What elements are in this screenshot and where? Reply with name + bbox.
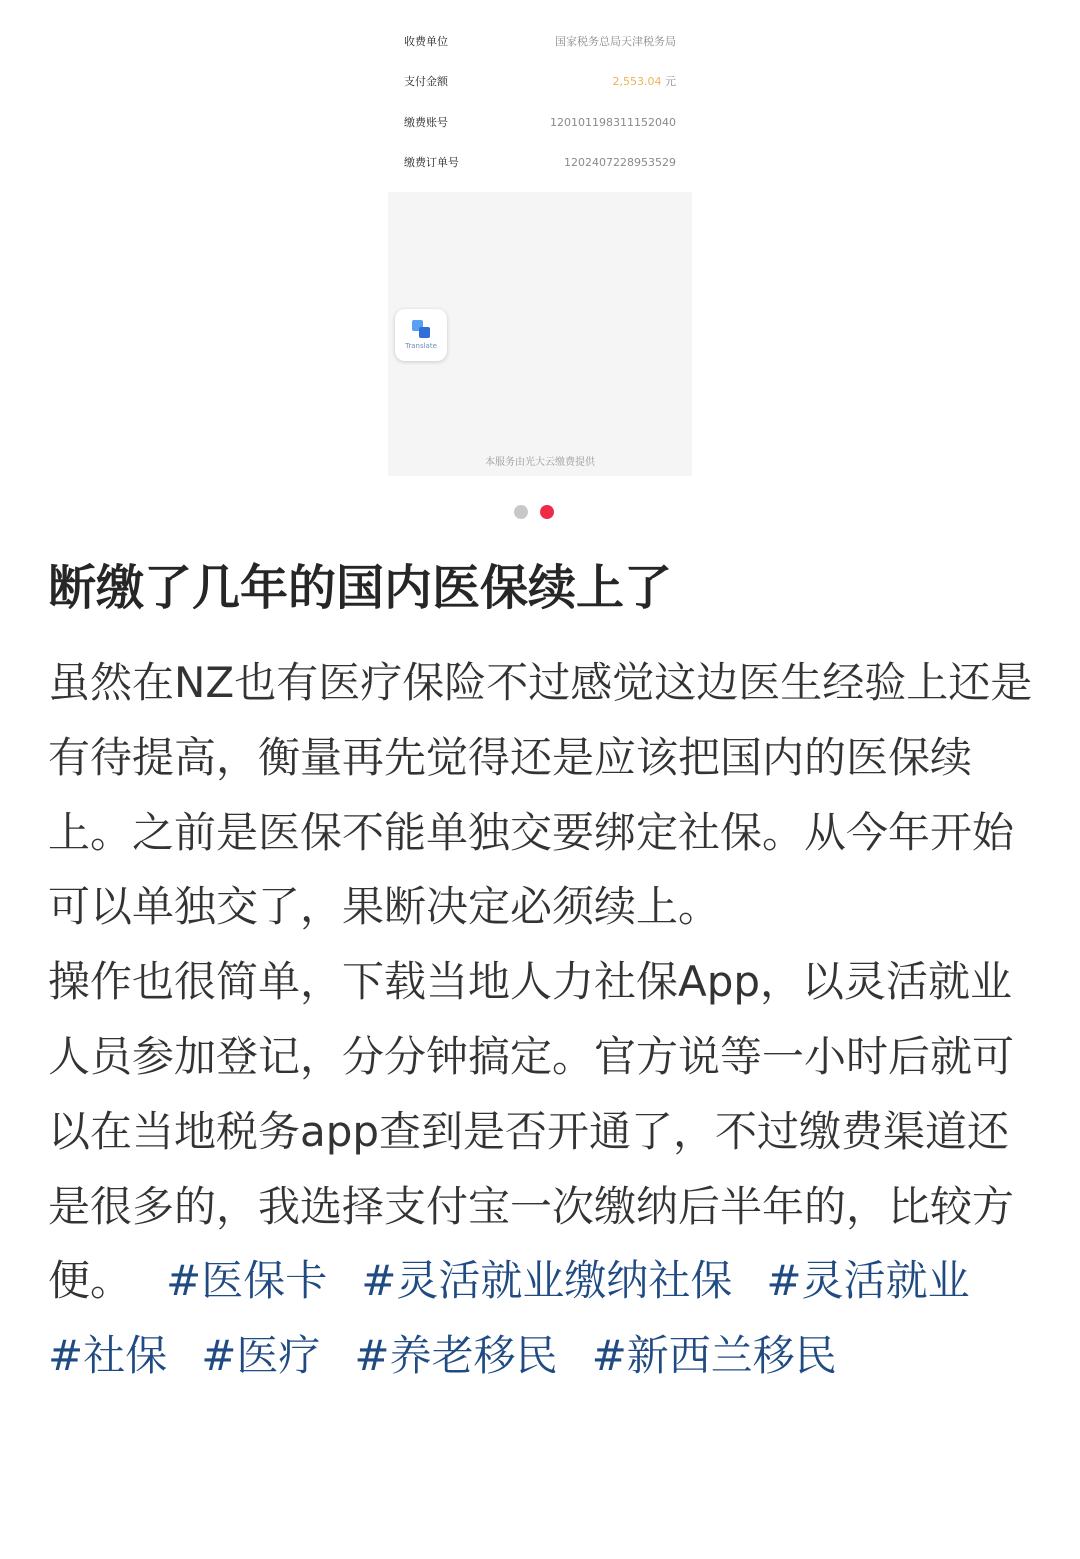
hashtag-flexible-employment-social-insurance[interactable]: #灵活就业缴纳社保 bbox=[361, 1256, 733, 1306]
post-paragraph-2-text: 操作也很简单，下载当地人力社保App，以灵活就业人员参加登记，分分钟搞定。官方说等一小时后就可以在当地税务app查到是否开通了，不过缴费渠道还是很多的，我选择支付宝一次缴纳后半年的，比较方便。 bbox=[48, 957, 1015, 1306]
translate-app-button[interactable] bbox=[395, 309, 447, 361]
receipt-value-account: 120101198311152040 bbox=[550, 115, 676, 129]
translate-icon bbox=[412, 320, 430, 338]
post-title: 断缴了几年的国内医保续上了 bbox=[48, 560, 673, 616]
hashtag-medical[interactable]: #医疗 bbox=[201, 1331, 321, 1381]
receipt-label-payee: 收费单位 bbox=[404, 35, 448, 48]
translate-app-label: Translate bbox=[405, 342, 437, 350]
pager-dot-1[interactable] bbox=[514, 505, 528, 519]
receipt-row-payee bbox=[404, 31, 676, 51]
image-pager bbox=[514, 505, 554, 519]
post-paragraph-1: 虽然在NZ也有医疗保险不过感觉这边医生经验上还是有待提高，衡量再先觉得还是应该把国内的医保续上。之前是医保不能单独交要绑定社保。从今年开始可以单独交了，果断决定必须续上。 bbox=[48, 658, 1033, 932]
hashtag-retirement-migration[interactable]: #养老移民 bbox=[354, 1331, 558, 1381]
receipt-row-account bbox=[404, 112, 676, 132]
receipt-value-payee: 国家税务总局天津税务局 bbox=[555, 35, 676, 48]
receipt-label-account: 缴费账号 bbox=[404, 116, 448, 129]
receipt-row-order bbox=[404, 152, 676, 172]
payment-amount: 2,553.04 bbox=[612, 75, 662, 88]
receipt-details bbox=[388, 12, 692, 192]
post-paragraph-2 bbox=[48, 945, 1038, 1394]
pager-dot-2[interactable] bbox=[540, 505, 554, 519]
hashtag-social-insurance[interactable]: #社保 bbox=[48, 1331, 168, 1381]
receipt-footer: 本服务由光大云缴费提供 bbox=[485, 457, 595, 468]
payment-receipt-image[interactable] bbox=[388, 12, 692, 476]
currency-unit: 元 bbox=[665, 75, 676, 88]
hashtag-flexible-employment[interactable]: #灵活就业 bbox=[766, 1256, 970, 1306]
post-body bbox=[48, 646, 1038, 1394]
receipt-row-amount bbox=[404, 71, 676, 91]
receipt-value-amount bbox=[613, 73, 676, 89]
receipt-label-order: 缴费订单号 bbox=[404, 156, 459, 169]
hashtag-nz-migration[interactable]: #新西兰移民 bbox=[591, 1331, 837, 1381]
receipt-label-amount: 支付金额 bbox=[404, 75, 448, 88]
hashtag-medical-card[interactable]: #医保卡 bbox=[166, 1256, 328, 1306]
receipt-value-order: 1202407228953529 bbox=[564, 155, 676, 169]
